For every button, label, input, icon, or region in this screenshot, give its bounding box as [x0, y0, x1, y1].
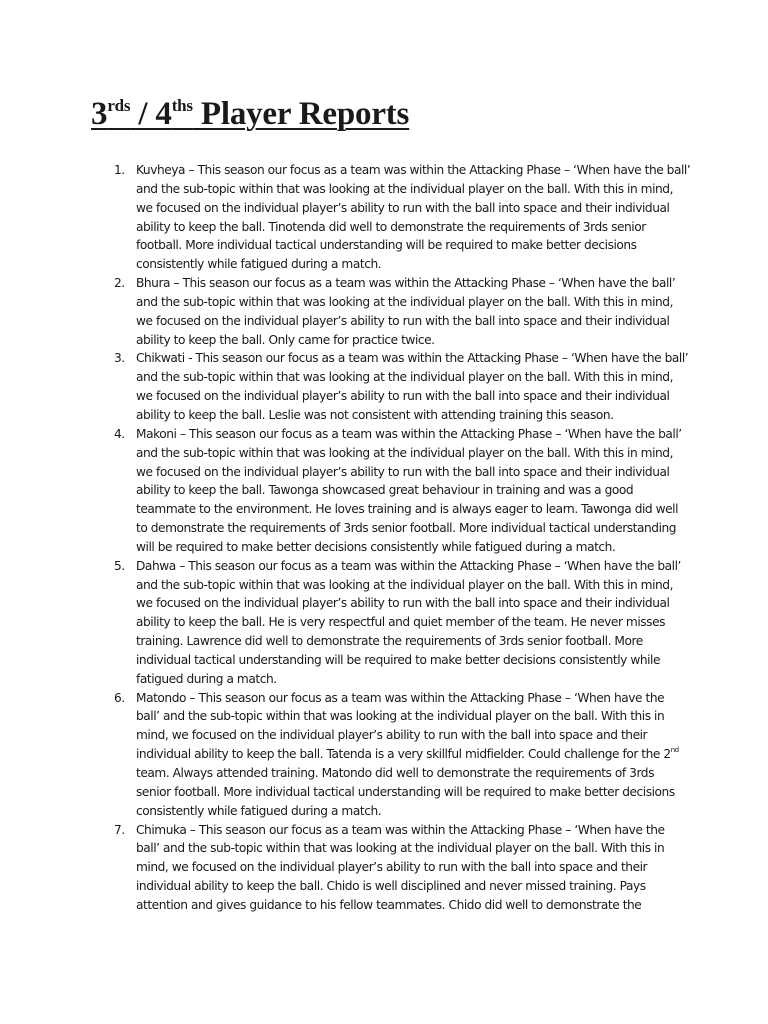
title-part-1: 3	[91, 96, 108, 132]
report-item-1	[114, 161, 691, 274]
report-line: mind, we focused on the individual player’s ability to run with the ball into space and their	[136, 728, 648, 743]
title-superscript-1: rds	[107, 96, 131, 115]
report-line: ball’ and the sub-topic within that was looking at the individual player on the ball. With this in	[136, 841, 665, 856]
report-line: Chikwati - This season our focus as a team was within the Attacking Phase – ‘When have the ball’	[136, 351, 689, 366]
title-superscript-2: ths	[171, 96, 193, 115]
report-line: and the sub-topic within that was looking at the individual player on the ball. With this in mind,	[136, 370, 674, 385]
title-part-3: Player Reports	[192, 96, 410, 132]
report-item-4	[114, 425, 680, 557]
report-line: and the sub-topic within that was looking at the individual player on the ball. With this in mind,	[136, 445, 674, 460]
report-line	[136, 745, 680, 764]
report-line: training. Lawrence did well to demonstrate the requirements of 3rds senior football. More	[136, 634, 643, 649]
report-line: to demonstrate the requirements of 3rds senior football. More individual tactical understanding	[136, 521, 677, 536]
report-line: individual ability to keep the ball. Chido is well disciplined and never missed training. Pays	[136, 879, 646, 894]
report-line: ball’ and the sub-topic within that was looking at the individual player on the ball. With this in	[136, 709, 665, 724]
report-line: we focused on the individual player’s ability to run with the ball into space and their individual	[136, 596, 670, 611]
report-item-5	[114, 557, 680, 689]
player-report-list	[114, 161, 691, 915]
report-line: Matondo – This season our focus as a team was within the Attacking Phase – ‘When have the	[136, 690, 665, 705]
report-number: 7.	[114, 822, 125, 837]
report-line: attention and gives guidance to his fellow teammates. Chido did well to demonstrate the	[136, 897, 642, 912]
report-line: senior football. More individual tactical understanding will be required to make better decisions	[136, 784, 675, 799]
report-line: and the sub-topic within that was looking at the individual player on the ball. With this in mind,	[136, 294, 674, 309]
report-line: we focused on the individual player’s ability to run with the ball into space and their individual	[136, 389, 670, 404]
report-line: individual tactical understanding will be required to make better decisions consistently while	[136, 652, 661, 667]
report-line: we focused on the individual player’s ability to run with the ball into space and their individual	[136, 200, 670, 215]
report-line: teammate to the environment. He loves training and is always eager to learn. Tawonga did well	[136, 502, 679, 517]
report-line: ability to keep the ball. Leslie was not consistent with attending training this season.	[136, 407, 614, 422]
report-line: and the sub-topic within that was looking at the individual player on the ball. With this in mind,	[136, 577, 674, 592]
report-line: Dahwa – This season our focus as a team was within the Attacking Phase – ‘When have the ball’	[136, 558, 681, 573]
report-line: ability to keep the ball. He is very respectful and quiet member of the team. He never misses	[136, 615, 666, 630]
report-number: 2.	[114, 276, 125, 291]
report-line: Bhura – This season our focus as a team was within the Attacking Phase – ‘When have the ball’	[136, 276, 676, 291]
report-line: ability to keep the ball. Tawonga showcased great behaviour in training and was a good	[136, 483, 634, 498]
ordinal-superscript: nd	[670, 746, 679, 755]
report-number: 5.	[114, 558, 125, 573]
report-line: ability to keep the ball. Tinotenda did well to demonstrate the requirements of 3rds senior	[136, 219, 646, 234]
report-line: we focused on the individual player’s ability to run with the ball into space and their individual	[136, 313, 670, 328]
report-item-2	[114, 274, 680, 349]
report-line: consistently while fatigued during a match.	[136, 803, 382, 818]
report-line: Makoni – This season our focus as a team was within the Attacking Phase – ‘When have the ball’	[136, 426, 682, 441]
report-line: football. More individual tactical understanding will be required to make better decisions	[136, 238, 637, 253]
report-number: 1.	[114, 163, 125, 177]
report-item-3	[114, 349, 689, 424]
report-number: 3.	[114, 351, 125, 366]
report-line: consistently while fatigued during a match.	[136, 257, 382, 272]
report-number: 4.	[114, 426, 125, 441]
report-line-text: individual ability to keep the ball. Tatenda is a very skillful midfielder. Could challenge for the 2	[136, 747, 671, 762]
report-line: we focused on the individual player’s ability to run with the ball into space and their individual	[136, 464, 670, 479]
report-line: Chimuka – This season our focus as a team was within the Attacking Phase – ‘When have the	[136, 822, 665, 837]
page-title	[91, 92, 409, 136]
report-line: team. Always attended training. Matondo did well to demonstrate the requirements of 3rds	[136, 766, 654, 780]
report-line: will be required to make better decisions consistently while fatigued during a match.	[136, 539, 616, 554]
report-item-6	[114, 689, 680, 821]
report-line: Kuvheya – This season our focus as a team was within the Attacking Phase – ‘When have the ball’	[136, 163, 691, 177]
report-line: and the sub-topic within that was looking at the individual player on the ball. With this in mind,	[136, 181, 674, 196]
report-item-7	[114, 821, 680, 915]
report-line: mind, we focused on the individual player’s ability to run with the ball into space and their	[136, 860, 648, 875]
report-number: 6.	[114, 690, 125, 705]
report-line: ability to keep the ball. Only came for practice twice.	[136, 332, 435, 347]
title-part-2: / 4	[130, 96, 172, 132]
report-line: fatigued during a match.	[136, 671, 277, 686]
